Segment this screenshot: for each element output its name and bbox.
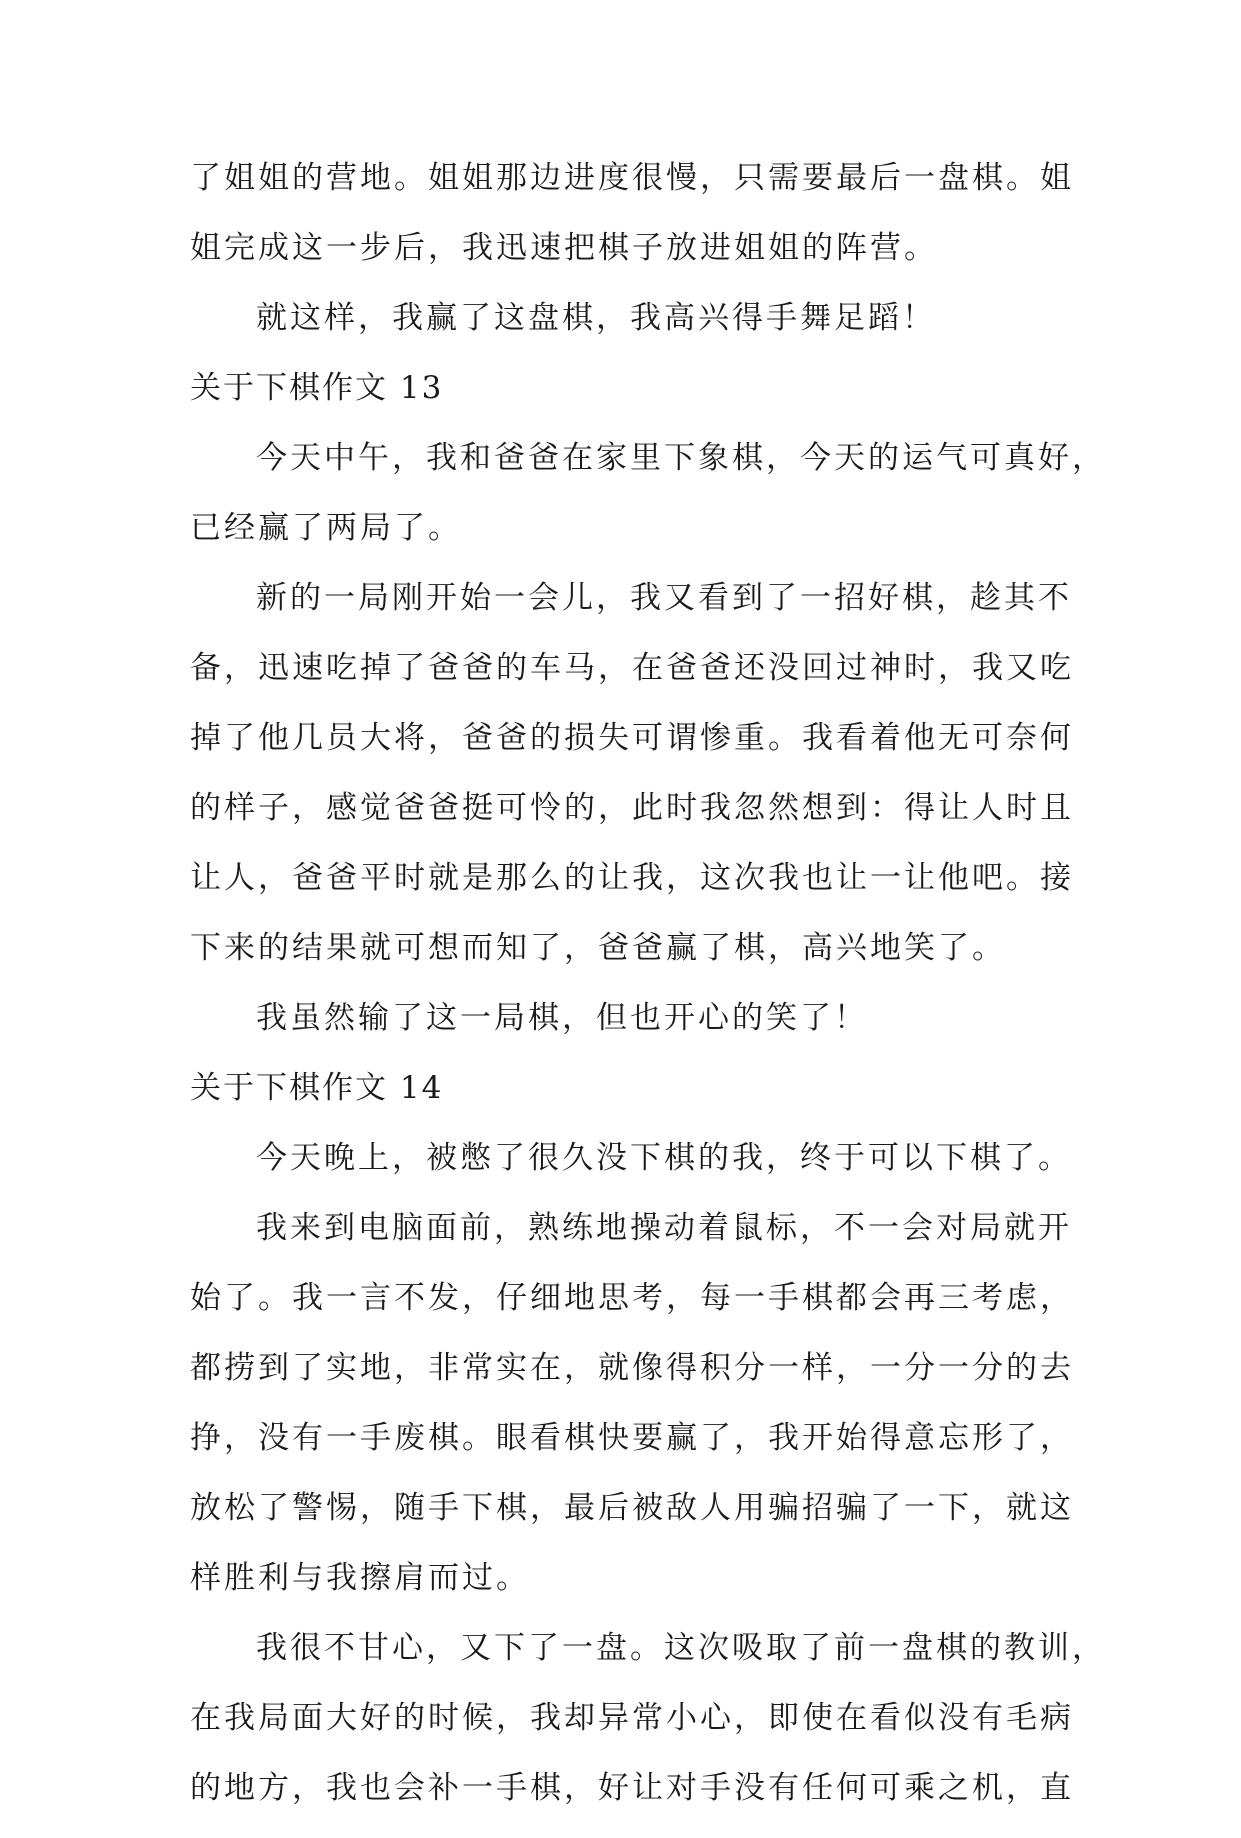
paragraph [190, 298, 1070, 338]
paragraph-line: 挣，没有一手废棋。眼看棋快要赢了，我开始得意忘形了， [190, 1420, 1074, 1456]
paragraph-line: 我虽然输了这一局棋，但也开心的笑了！ [256, 1000, 868, 1036]
paragraph-line: 下来的结果就可想而知了，爸爸赢了棋，高兴地笑了。 [190, 930, 1006, 966]
paragraph [190, 1138, 1070, 1178]
paragraph-line: 都捞到了实地，非常实在，就像得积分一样，一分一分的去 [190, 1350, 1074, 1386]
paragraph-line: 我来到电脑面前，熟练地操动着鼠标，不一会对局就开 [256, 1210, 1072, 1246]
paragraph-line: 备，迅速吃掉了爸爸的车马，在爸爸还没回过神时，我又吃 [190, 650, 1074, 686]
paragraph-line: 姐完成这一步后，我迅速把棋子放进姐姐的阵营。 [190, 230, 938, 266]
paragraph-line: 掉了他几员大将，爸爸的损失可谓惨重。我看着他无可奈何 [190, 720, 1074, 756]
paragraph-line: 今天晚上，被憋了很久没下棋的我，终于可以下棋了。 [256, 1140, 1072, 1176]
paragraph [190, 1628, 1106, 1808]
paragraph [190, 1208, 1074, 1598]
paragraph [190, 158, 1074, 268]
paragraph-line: 我很不甘心，又下了一盘。这次吸取了前一盘棋的教训， [256, 1630, 1106, 1666]
paragraph-line: 让人，爸爸平时就是那么的让我，这次我也让一让他吧。接 [190, 860, 1074, 896]
paragraph-line: 的样子，感觉爸爸挺可怜的，此时我忽然想到：得让人时且 [190, 790, 1074, 826]
paragraph-line: 已经赢了两局了。 [190, 510, 462, 546]
essay-heading-14: 关于下棋作文 14 [190, 1070, 444, 1106]
paragraph [190, 578, 1074, 968]
paragraph-line: 新的一局刚开始一会儿，我又看到了一招好棋，趁其不 [256, 580, 1072, 616]
paragraph-line: 了姐姐的营地。姐姐那边进度很慢，只需要最后一盘棋。姐 [190, 160, 1074, 196]
paragraph-line: 今天中午，我和爸爸在家里下象棋，今天的运气可真好， [256, 440, 1106, 476]
paragraph-line: 样胜利与我擦肩而过。 [190, 1560, 530, 1596]
paragraph-line: 就这样，我赢了这盘棋，我高兴得手舞足蹈！ [256, 300, 936, 336]
document-page [190, 158, 1106, 1838]
paragraph-line: 在我局面大好的时候，我却异常小心，即使在看似没有毛病 [190, 1700, 1074, 1736]
paragraph-line: 始了。我一言不发，仔细地思考，每一手棋都会再三考虑， [190, 1280, 1074, 1316]
paragraph [190, 438, 1106, 548]
paragraph-line: 放松了警惕，随手下棋，最后被敌人用骗招骗了一下，就这 [190, 1490, 1074, 1526]
essay-heading-13: 关于下棋作文 13 [190, 370, 444, 406]
paragraph [190, 998, 1070, 1038]
paragraph-line: 的地方，我也会补一手棋，好让对手没有任何可乘之机，直 [190, 1770, 1074, 1806]
